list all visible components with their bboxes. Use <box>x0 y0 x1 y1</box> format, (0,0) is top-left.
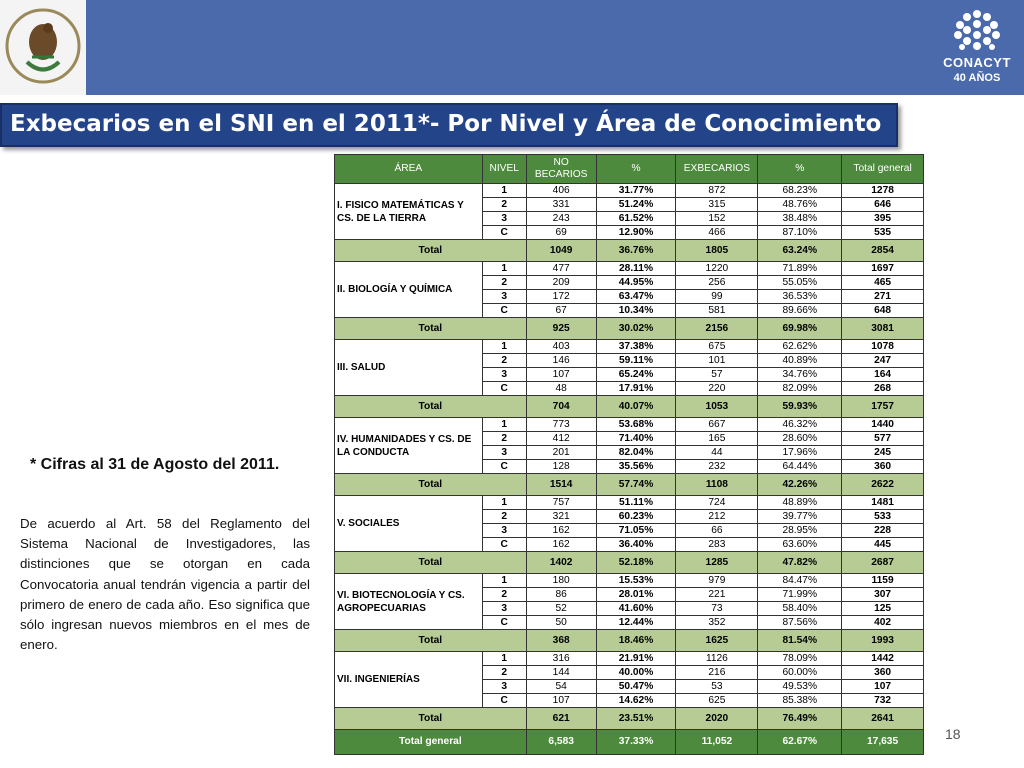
table-cell: 445 <box>842 538 924 552</box>
table-cell: 212 <box>676 510 758 524</box>
table-cell: 54 <box>526 680 596 694</box>
table-cell: 648 <box>842 304 924 318</box>
table-cell: 144 <box>526 666 596 680</box>
subtotal-row <box>335 552 924 574</box>
table-cell: 268 <box>842 382 924 396</box>
table-cell: 172 <box>526 290 596 304</box>
table-cell: 44.95% <box>596 276 676 290</box>
table-cell: 403 <box>526 340 596 354</box>
table-cell: 201 <box>526 446 596 460</box>
mexico-seal-logo <box>0 0 86 95</box>
table-cell: 360 <box>842 460 924 474</box>
col-header-pct-no-becarios: % <box>596 155 676 184</box>
subtotal-cell: 1757 <box>842 396 924 418</box>
table-cell: 165 <box>676 432 758 446</box>
table-cell: 73 <box>676 602 758 616</box>
table-cell: 71.05% <box>596 524 676 538</box>
area-cell: III. SALUD <box>335 340 483 396</box>
table-cell: 40.89% <box>758 354 842 368</box>
table-cell: 162 <box>526 524 596 538</box>
table-row <box>335 652 924 666</box>
subtotal-cell: 2687 <box>842 552 924 574</box>
table-cell: 245 <box>842 446 924 460</box>
table-cell: 82.09% <box>758 382 842 396</box>
col-header-area: ÁREA <box>335 155 483 184</box>
table-cell: 87.10% <box>758 226 842 240</box>
area-cell: IV. HUMANIDADES Y CS. DE LA CONDUCTA <box>335 418 483 474</box>
table-cell: 1 <box>482 574 526 588</box>
table-cell: 243 <box>526 212 596 226</box>
table-cell: 146 <box>526 354 596 368</box>
subtotal-row <box>335 240 924 262</box>
table-cell: 577 <box>842 432 924 446</box>
table-cell: 220 <box>676 382 758 396</box>
table-cell: C <box>482 694 526 708</box>
table-cell: 331 <box>526 198 596 212</box>
subtotal-row <box>335 474 924 496</box>
table-cell: C <box>482 226 526 240</box>
table-cell: 1481 <box>842 496 924 510</box>
table-cell: 321 <box>526 510 596 524</box>
subtotal-cell: 2641 <box>842 708 924 730</box>
subtotal-cell: 47.82% <box>758 552 842 574</box>
subtotal-cell: 2156 <box>676 318 758 340</box>
table-row <box>335 262 924 276</box>
table-cell: 352 <box>676 616 758 630</box>
subtotal-cell: 1805 <box>676 240 758 262</box>
table-cell: 57 <box>676 368 758 382</box>
subtotal-label: Total <box>335 708 527 730</box>
header-blue-band <box>86 0 930 95</box>
table-cell: 48 <box>526 382 596 396</box>
table-cell: 307 <box>842 588 924 602</box>
area-cell: V. SOCIALES <box>335 496 483 552</box>
table-body <box>335 184 924 755</box>
table-cell: 128 <box>526 460 596 474</box>
table-cell: 271 <box>842 290 924 304</box>
table-cell: 979 <box>676 574 758 588</box>
subtotal-cell: 23.51% <box>596 708 676 730</box>
subtotal-row <box>335 396 924 418</box>
table-cell: 465 <box>842 276 924 290</box>
page-title: Exbecarios en el SNI en el 2011*- Por Nivel y Área de Conocimiento <box>10 111 882 137</box>
table-cell: 40.00% <box>596 666 676 680</box>
grand-total-cell: 6,583 <box>526 730 596 755</box>
header-banner <box>0 0 1024 95</box>
table-cell: C <box>482 304 526 318</box>
table-cell: 107 <box>842 680 924 694</box>
table-row <box>335 418 924 432</box>
table-cell: 1 <box>482 184 526 198</box>
table-cell: 87.56% <box>758 616 842 630</box>
table-cell: C <box>482 616 526 630</box>
subtotal-cell: 2020 <box>676 708 758 730</box>
table-cell: 55.05% <box>758 276 842 290</box>
table-cell: 41.60% <box>596 602 676 616</box>
area-cell: VI. BIOTECNOLOGÍA Y CS. AGROPECUARIAS <box>335 574 483 630</box>
table-cell: 12.44% <box>596 616 676 630</box>
table-cell: 60.23% <box>596 510 676 524</box>
subtotal-label: Total <box>335 474 527 496</box>
subtotal-cell: 1053 <box>676 396 758 418</box>
table-cell: 12.90% <box>596 226 676 240</box>
table-cell: 1697 <box>842 262 924 276</box>
table-cell: 872 <box>676 184 758 198</box>
table-cell: 232 <box>676 460 758 474</box>
subtotal-cell: 76.49% <box>758 708 842 730</box>
table-cell: 37.38% <box>596 340 676 354</box>
table-cell: 71.40% <box>596 432 676 446</box>
table-cell: 360 <box>842 666 924 680</box>
table-cell: 14.62% <box>596 694 676 708</box>
conacyt-anniversary-text: 40 AÑOS <box>953 72 1001 84</box>
table-cell: 107 <box>526 368 596 382</box>
table-cell: 28.11% <box>596 262 676 276</box>
subtotal-cell: 36.76% <box>596 240 676 262</box>
table-cell: 17.96% <box>758 446 842 460</box>
table-cell: 1220 <box>676 262 758 276</box>
table-cell: 50.47% <box>596 680 676 694</box>
subtotal-cell: 1049 <box>526 240 596 262</box>
subtotal-cell: 30.02% <box>596 318 676 340</box>
subtotal-cell: 1625 <box>676 630 758 652</box>
grand-total-cell: 17,635 <box>842 730 924 755</box>
conacyt-brand-text: CONACYT <box>943 55 1011 70</box>
table-cell: 31.77% <box>596 184 676 198</box>
table-cell: 59.11% <box>596 354 676 368</box>
subtotal-label: Total <box>335 630 527 652</box>
table-cell: 67 <box>526 304 596 318</box>
table-cell: 2 <box>482 588 526 602</box>
table-cell: 64.44% <box>758 460 842 474</box>
table-cell: 63.60% <box>758 538 842 552</box>
subtotal-label: Total <box>335 318 527 340</box>
subtotal-row <box>335 318 924 340</box>
col-header-no-becarios: NO BECARIOS <box>526 155 596 184</box>
subtotal-row <box>335 630 924 652</box>
table-cell: 247 <box>842 354 924 368</box>
table-cell: 724 <box>676 496 758 510</box>
table-cell: 3 <box>482 524 526 538</box>
table-cell: 625 <box>676 694 758 708</box>
table-cell: 1278 <box>842 184 924 198</box>
subtotal-cell: 18.46% <box>596 630 676 652</box>
table-cell: 99 <box>676 290 758 304</box>
table-cell: 10.34% <box>596 304 676 318</box>
table-cell: 61.52% <box>596 212 676 226</box>
table-cell: 1 <box>482 418 526 432</box>
table-cell: 216 <box>676 666 758 680</box>
table-row <box>335 184 924 198</box>
subtotal-label: Total <box>335 396 527 418</box>
table-cell: 3 <box>482 290 526 304</box>
subtotal-cell: 1514 <box>526 474 596 496</box>
grand-total-row <box>335 730 924 755</box>
conacyt-dots-icon <box>952 8 1002 58</box>
grand-total-cell: 37.33% <box>596 730 676 755</box>
table-cell: 773 <box>526 418 596 432</box>
table-cell: 1440 <box>842 418 924 432</box>
table-cell: 58.40% <box>758 602 842 616</box>
subtotal-cell: 1285 <box>676 552 758 574</box>
table-cell: 1 <box>482 262 526 276</box>
table-cell: C <box>482 460 526 474</box>
exbecarios-table <box>334 154 924 755</box>
grand-total-label: Total general <box>335 730 527 755</box>
page-number: 18 <box>945 726 961 742</box>
title-bar <box>0 103 898 147</box>
table-cell: 3 <box>482 368 526 382</box>
table-cell: 732 <box>842 694 924 708</box>
subtotal-cell: 3081 <box>842 318 924 340</box>
conacyt-logo <box>930 0 1024 95</box>
table-cell: 21.91% <box>596 652 676 666</box>
subtotal-cell: 69.98% <box>758 318 842 340</box>
subtotal-cell: 1402 <box>526 552 596 574</box>
table-cell: 36.53% <box>758 290 842 304</box>
note-title: * Cifras al 31 de Agosto del 2011. <box>30 456 280 473</box>
table-cell: 51.11% <box>596 496 676 510</box>
table-cell: 1442 <box>842 652 924 666</box>
table-cell: 1159 <box>842 574 924 588</box>
table-cell: 34.76% <box>758 368 842 382</box>
table-row <box>335 496 924 510</box>
table-cell: 256 <box>676 276 758 290</box>
subtotal-row <box>335 708 924 730</box>
table-cell: 53 <box>676 680 758 694</box>
subtotal-cell: 1993 <box>842 630 924 652</box>
table-cell: 675 <box>676 340 758 354</box>
table-cell: 28.01% <box>596 588 676 602</box>
grand-total-cell: 62.67% <box>758 730 842 755</box>
table-cell: 68.23% <box>758 184 842 198</box>
table-cell: 3 <box>482 680 526 694</box>
subtotal-cell: 925 <box>526 318 596 340</box>
subtotal-cell: 81.54% <box>758 630 842 652</box>
col-header-exbecarios: EXBECARIOS <box>676 155 758 184</box>
table-cell: 164 <box>842 368 924 382</box>
subtotal-cell: 1108 <box>676 474 758 496</box>
subtotal-cell: 621 <box>526 708 596 730</box>
table-cell: 28.60% <box>758 432 842 446</box>
table-cell: 283 <box>676 538 758 552</box>
table-cell: 38.48% <box>758 212 842 226</box>
table-cell: 757 <box>526 496 596 510</box>
table-cell: 533 <box>842 510 924 524</box>
subtotal-cell: 57.74% <box>596 474 676 496</box>
subtotal-label: Total <box>335 240 527 262</box>
table-cell: 2 <box>482 432 526 446</box>
table-cell: 85.38% <box>758 694 842 708</box>
col-header-nivel: NIVEL <box>482 155 526 184</box>
col-header-pct-exbecarios: % <box>758 155 842 184</box>
table-cell: 51.24% <box>596 198 676 212</box>
table-cell: 581 <box>676 304 758 318</box>
table-cell: 228 <box>842 524 924 538</box>
subtotal-cell: 42.26% <box>758 474 842 496</box>
table-cell: 1 <box>482 340 526 354</box>
table-cell: 89.66% <box>758 304 842 318</box>
table-cell: 412 <box>526 432 596 446</box>
table-cell: 402 <box>842 616 924 630</box>
table-cell: 125 <box>842 602 924 616</box>
table-cell: 162 <box>526 538 596 552</box>
table-cell: 3 <box>482 212 526 226</box>
table-cell: 1126 <box>676 652 758 666</box>
area-cell: I. FISICO MATEMÁTICAS Y CS. DE LA TIERRA <box>335 184 483 240</box>
subtotal-cell: 40.07% <box>596 396 676 418</box>
subtotal-cell: 63.24% <box>758 240 842 262</box>
area-cell: II. BIOLOGÍA Y QUÍMICA <box>335 262 483 318</box>
table-cell: 71.99% <box>758 588 842 602</box>
table-cell: 3 <box>482 602 526 616</box>
table-cell: 49.53% <box>758 680 842 694</box>
table-cell: 667 <box>676 418 758 432</box>
table-cell: 44 <box>676 446 758 460</box>
table-cell: 209 <box>526 276 596 290</box>
table-cell: 2 <box>482 354 526 368</box>
table-cell: 71.89% <box>758 262 842 276</box>
subtotal-cell: 52.18% <box>596 552 676 574</box>
table-cell: 2 <box>482 276 526 290</box>
table-row <box>335 340 924 354</box>
grand-total-cell: 11,052 <box>676 730 758 755</box>
table-cell: 466 <box>676 226 758 240</box>
table-cell: 2 <box>482 198 526 212</box>
table-row <box>335 574 924 588</box>
table-cell: 152 <box>676 212 758 226</box>
table-cell: 50 <box>526 616 596 630</box>
area-cell: VII. INGENIERÍAS <box>335 652 483 708</box>
table-cell: 46.32% <box>758 418 842 432</box>
table-cell: 316 <box>526 652 596 666</box>
table-cell: 36.40% <box>596 538 676 552</box>
table-cell: C <box>482 382 526 396</box>
table-cell: 395 <box>842 212 924 226</box>
table-cell: 84.47% <box>758 574 842 588</box>
table-cell: 221 <box>676 588 758 602</box>
subtotal-cell: 2854 <box>842 240 924 262</box>
table-cell: 15.53% <box>596 574 676 588</box>
table-cell: 39.77% <box>758 510 842 524</box>
subtotal-label: Total <box>335 552 527 574</box>
table-cell: 48.89% <box>758 496 842 510</box>
table-cell: 52 <box>526 602 596 616</box>
table-cell: 101 <box>676 354 758 368</box>
table-header-row <box>335 155 924 184</box>
table-cell: 2 <box>482 666 526 680</box>
subtotal-cell: 368 <box>526 630 596 652</box>
table-cell: 35.56% <box>596 460 676 474</box>
table-cell: 3 <box>482 446 526 460</box>
table-cell: 535 <box>842 226 924 240</box>
table-cell: 2 <box>482 510 526 524</box>
table-cell: 69 <box>526 226 596 240</box>
table-cell: 1078 <box>842 340 924 354</box>
table-cell: 28.95% <box>758 524 842 538</box>
table-cell: 86 <box>526 588 596 602</box>
table-cell: 63.47% <box>596 290 676 304</box>
table-cell: C <box>482 538 526 552</box>
table-cell: 60.00% <box>758 666 842 680</box>
table-cell: 66 <box>676 524 758 538</box>
table-cell: 1 <box>482 496 526 510</box>
table-cell: 53.68% <box>596 418 676 432</box>
table-cell: 107 <box>526 694 596 708</box>
table-cell: 62.62% <box>758 340 842 354</box>
table-cell: 406 <box>526 184 596 198</box>
subtotal-cell: 59.93% <box>758 396 842 418</box>
col-header-total-general: Total general <box>842 155 924 184</box>
table-cell: 180 <box>526 574 596 588</box>
note-body: De acuerdo al Art. 58 del Reglamento del Sistema Nacional de Investigadores, las distinciones que se otorgan en cada Convocatoria anual tendrán vigencia a partir del primero de enero de cada año. Eso significa que sólo ingresan nuevos miembros en el mes de enero. <box>20 516 310 653</box>
subtotal-cell: 2622 <box>842 474 924 496</box>
table-cell: 78.09% <box>758 652 842 666</box>
table-cell: 17.91% <box>596 382 676 396</box>
table-cell: 315 <box>676 198 758 212</box>
table-cell: 48.76% <box>758 198 842 212</box>
table-cell: 646 <box>842 198 924 212</box>
table-cell: 65.24% <box>596 368 676 382</box>
table-cell: 1 <box>482 652 526 666</box>
table-cell: 82.04% <box>596 446 676 460</box>
table-cell: 477 <box>526 262 596 276</box>
subtotal-cell: 704 <box>526 396 596 418</box>
